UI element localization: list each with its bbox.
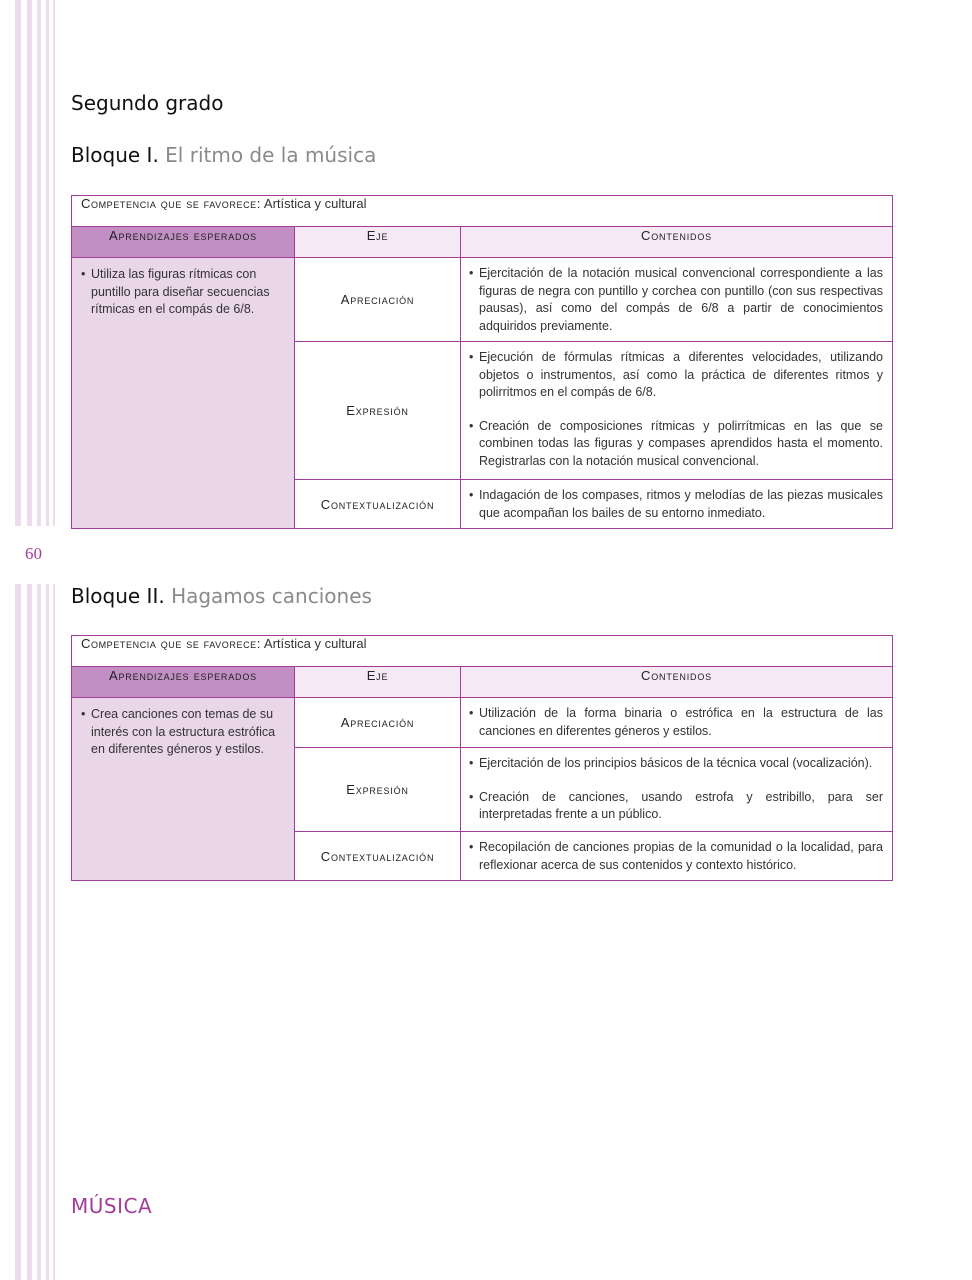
competence-label: Competencia que se favorece:	[81, 636, 261, 651]
table-row	[72, 258, 893, 342]
learning-item: • Utiliza las figuras rítmicas con puntillo para diseñar secuencias rítmicas en el compás de 6/8.	[81, 266, 286, 319]
axis-cell: Expresión	[295, 748, 461, 832]
competence-row	[72, 636, 893, 667]
block-table	[71, 635, 893, 881]
margin-stripe	[27, 0, 32, 526]
content-item: • Creación de composiciones rítmicas y polirrítmicas en las que se combinen todas las figuras y compases aprendidos hasta el momento. Registrarlas con la notación musical convencional.	[469, 418, 883, 471]
margin-stripe	[37, 0, 41, 526]
block-label: Bloque II.	[71, 584, 165, 608]
axis-cell: Expresión	[295, 342, 461, 480]
block-name: El ritmo de la música	[165, 143, 377, 167]
contents-cell	[461, 698, 893, 748]
content-item: • Creación de canciones, usando estrofa y estribillo, para ser interpretadas frente a un público.	[469, 789, 883, 824]
block-table	[71, 195, 893, 529]
content-item: • Ejecución de fórmulas rítmicas a diferentes velocidades, utilizando objetos o instrumentos, así como la práctica de diferentes ritmos y polirritmos en el compás de 6/8.	[469, 349, 883, 402]
margin-stripe	[15, 584, 21, 1280]
learning-cell	[72, 698, 295, 881]
header-axis: Eje	[295, 667, 461, 698]
content-item: • Utilización de la forma binaria o estrófica en la estructura de las canciones en diferentes géneros y estilos.	[469, 705, 883, 740]
contents-cell	[461, 342, 893, 480]
header-contents: Contenidos	[461, 667, 893, 698]
contents-cell	[461, 258, 893, 342]
subject-footer: MÚSICA	[71, 1194, 153, 1218]
margin-stripe	[27, 584, 32, 1280]
margin-stripe	[53, 584, 55, 1280]
contents-cell	[461, 480, 893, 529]
margin-stripe	[37, 584, 41, 1280]
competence-label: Competencia que se favorece:	[81, 196, 261, 211]
block-label: Bloque I.	[71, 143, 159, 167]
competence-row	[72, 196, 893, 227]
learning-item: • Crea canciones con temas de su interés con la estructura estrófica en diferentes géneros y estilos.	[81, 706, 286, 759]
axis-cell: Apreciación	[295, 698, 461, 748]
content-item: • Ejercitación de los principios básicos de la técnica vocal (vocalización).	[469, 755, 883, 773]
learning-cell	[72, 258, 295, 529]
content-item: • Recopilación de canciones propias de la comunidad o la localidad, para reflexionar acerca de sus contenidos y contexto histórico.	[469, 839, 883, 874]
margin-stripe	[46, 0, 49, 526]
header-learning: Aprendizajes esperados	[72, 227, 295, 258]
header-axis: Eje	[295, 227, 461, 258]
block-name: Hagamos canciones	[171, 584, 372, 608]
content-item: • Indagación de los compases, ritmos y melodías de las piezas musicales que acompañan los bailes de su entorno inmediato.	[469, 487, 883, 522]
header-row	[72, 667, 893, 698]
margin-stripe	[53, 0, 55, 526]
margin-stripe	[15, 0, 21, 526]
block-title	[71, 584, 372, 608]
axis-cell: Contextualización	[295, 480, 461, 529]
header-contents: Contenidos	[461, 227, 893, 258]
page-number: 60	[25, 544, 42, 563]
axis-cell: Contextualización	[295, 832, 461, 881]
contents-cell	[461, 748, 893, 832]
competence-value: Artística y cultural	[263, 636, 367, 651]
contents-cell	[461, 832, 893, 881]
table-row	[72, 698, 893, 748]
content-item: • Ejercitación de la notación musical convencional correspondiente a las figuras de negra con puntillo y corchea con puntillo (con sus respectivas pausas), así como del compás de 6/8 a partir de conocimientos adquiridos previamente.	[469, 265, 883, 335]
margin-stripe	[46, 584, 49, 1280]
grade-title: Segundo grado	[71, 91, 224, 115]
axis-cell: Apreciación	[295, 258, 461, 342]
header-learning: Aprendizajes esperados	[72, 667, 295, 698]
block-title	[71, 143, 376, 167]
header-row	[72, 227, 893, 258]
competence-value: Artística y cultural	[263, 196, 367, 211]
